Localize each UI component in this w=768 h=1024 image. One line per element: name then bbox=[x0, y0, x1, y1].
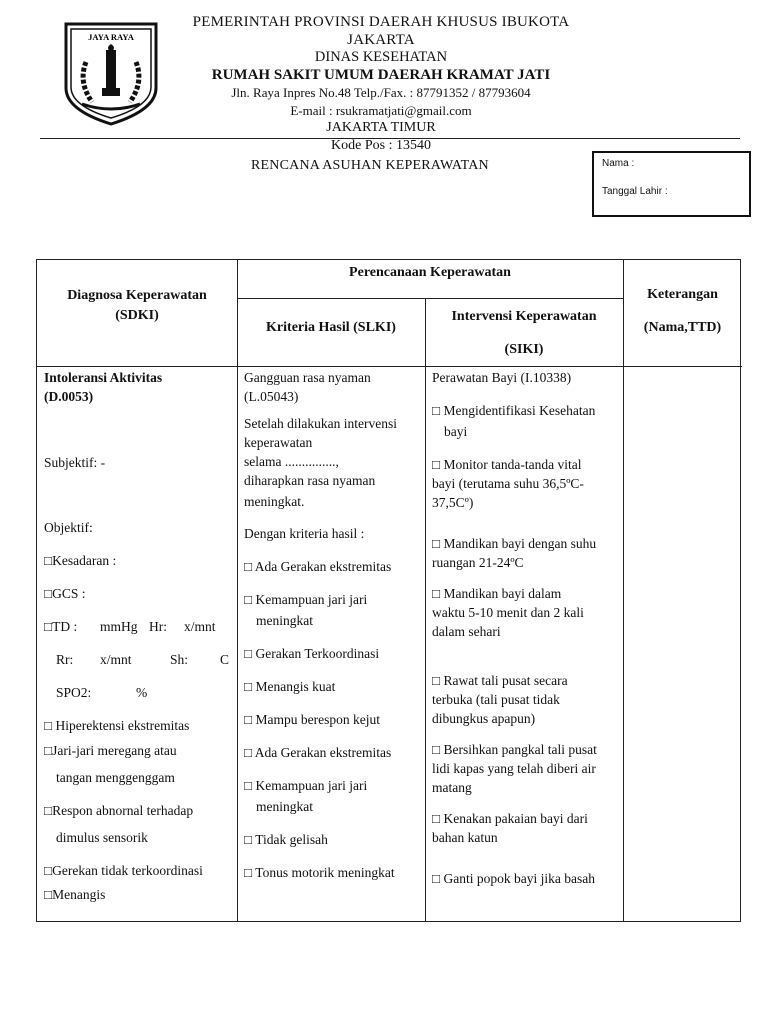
header-keterangan-sub: (Nama,TTD) bbox=[643, 320, 722, 335]
intervensi-column bbox=[432, 368, 622, 888]
kriteria-item: □ Ada Gerakan ekstremitas bbox=[244, 745, 392, 760]
kriteria-intro: Setelah dilakukan intervensi bbox=[244, 416, 397, 431]
intervensi-item: matang bbox=[432, 780, 472, 795]
subjektif-label: Subjektif: - bbox=[44, 455, 106, 470]
intervensi-item: bahan katun bbox=[432, 830, 498, 845]
table-divider bbox=[425, 298, 426, 921]
td-field: □TD : bbox=[44, 619, 78, 634]
kriteria-intro: meningkat. bbox=[244, 494, 305, 509]
kriteria-item: □ Menangis kuat bbox=[244, 679, 336, 694]
letterhead bbox=[160, 14, 602, 154]
kriteria-item: □ Kemampuan jari jari bbox=[244, 778, 368, 793]
intervensi-item: dalam sehari bbox=[432, 624, 501, 639]
header-keterangan-label: Keterangan bbox=[647, 287, 718, 302]
hr-field: Hr: bbox=[149, 619, 167, 634]
intervensi-item: bayi (terutama suhu 36,5ºC- bbox=[432, 476, 584, 491]
document-title: RENCANA ASUHAN KEPERAWATAN bbox=[251, 158, 489, 173]
intervensi-item: □ Ganti popok bayi jika basah bbox=[432, 871, 595, 886]
sh-field: Sh: bbox=[170, 652, 189, 667]
kesadaran-field: □Kesadaran : bbox=[44, 553, 117, 568]
intervensi-item: □ Kenakan pakaian bayi dari bbox=[432, 811, 588, 826]
intervensi-item: □ Mengidentifikasi Kesehatan bbox=[432, 403, 596, 418]
intervensi-item: bayi bbox=[444, 424, 468, 439]
kriteria-intro: keperawatan bbox=[244, 435, 313, 450]
table-divider bbox=[623, 260, 624, 921]
header-diagnosa-sub: (SDKI) bbox=[115, 308, 159, 323]
header-intervensi-sub: (SIKI) bbox=[504, 342, 544, 357]
table-divider bbox=[237, 298, 623, 299]
diagnosa-item: tangan menggenggam bbox=[56, 770, 175, 785]
kriteria-column bbox=[244, 368, 424, 882]
intervensi-item: □ Mandikan bayi dalam bbox=[432, 586, 562, 601]
diagnosa-column bbox=[44, 368, 234, 904]
kriteria-intro: selama ..............., bbox=[244, 454, 339, 469]
kriteria-goal-code: (L.05043) bbox=[244, 389, 299, 404]
intervensi-item: terbuka (tali pusat tidak bbox=[432, 692, 560, 707]
intervensi-item: dibungkus apapun) bbox=[432, 711, 536, 726]
header-kriteria: Kriteria Hasil (SLKI) bbox=[266, 320, 396, 335]
kriteria-intro: Dengan kriteria hasil : bbox=[244, 526, 365, 541]
intervensi-item: 37,5Cº) bbox=[432, 495, 474, 510]
letterhead-postcode: Kode Pos : 13540 bbox=[331, 137, 431, 153]
intervensi-item: □ Mandikan bayi dengan suhu bbox=[432, 536, 597, 551]
emblem-text: JAYA RAYA bbox=[88, 32, 134, 42]
header-diagnosa-label: Diagnosa Keperawatan bbox=[67, 288, 207, 303]
header-perencanaan: Perencanaan Keperawatan bbox=[349, 265, 511, 280]
kriteria-item: □ Gerakan Terkoordinasi bbox=[244, 646, 380, 661]
spo2-field: SPO2: bbox=[56, 685, 92, 700]
gcs-field: □GCS : bbox=[44, 586, 86, 601]
header-keterangan bbox=[623, 278, 742, 344]
table-header-bottom bbox=[37, 366, 742, 367]
rr-row bbox=[44, 650, 234, 669]
intervensi-item: □ Monitor tanda-tanda vital bbox=[432, 457, 582, 472]
letterhead-city: JAKARTA TIMUR bbox=[326, 120, 436, 135]
intervensi-item: ruangan 21-24ºC bbox=[432, 555, 524, 570]
letterhead-divider bbox=[40, 138, 740, 139]
diagnosa-item: □Jari-jari meregang atau bbox=[44, 743, 177, 758]
diagnosa-item: □Gerekan tidak terkoordinasi bbox=[44, 863, 203, 878]
letterhead-email: E-mail : rsukramatjati@gmail.com bbox=[290, 102, 472, 118]
jaya-raya-emblem bbox=[62, 22, 160, 126]
kriteria-item: meningkat bbox=[256, 799, 313, 814]
patient-dob-label: Tanggal Lahir : bbox=[602, 186, 668, 197]
kriteria-item: □ Tidak gelisah bbox=[244, 832, 328, 847]
spo2-row bbox=[44, 683, 234, 702]
kriteria-goal: Gangguan rasa nyaman bbox=[244, 370, 371, 385]
kriteria-item: □ Kemampuan jari jari bbox=[244, 592, 368, 607]
diagnosa-code: (D.0053) bbox=[44, 389, 94, 404]
kriteria-intro: diharapkan rasa nyaman bbox=[244, 473, 376, 488]
header-intervensi bbox=[425, 300, 623, 366]
kriteria-item: □ Tonus motorik meningkat bbox=[244, 865, 395, 880]
diagnosa-item: □ Hiperektensi ekstremitas bbox=[44, 718, 190, 733]
rr-field: Rr: bbox=[56, 652, 74, 667]
diagnosa-item: □Respon abnornal terhadap bbox=[44, 803, 194, 818]
diagnosa-title: Intoleransi Aktivitas bbox=[44, 370, 163, 385]
kriteria-item: □ Ada Gerakan ekstremitas bbox=[244, 559, 392, 574]
sh-unit: C bbox=[220, 652, 230, 667]
letterhead-department: DINAS KESEHATAN bbox=[314, 49, 448, 65]
intervensi-title: Perawatan Bayi (I.10338) bbox=[432, 370, 572, 385]
letterhead-address: Jln. Raya Inpres No.48 Telp./Fax. : 87791352 / 87793604 bbox=[231, 85, 531, 100]
rr-unit: x/mnt bbox=[100, 652, 132, 667]
intervensi-item: waktu 5-10 menit dan 2 kali bbox=[432, 605, 584, 620]
kriteria-item: □ Mampu berespon kejut bbox=[244, 712, 381, 727]
intervensi-item: lidi kapas yang telah diberi air bbox=[432, 761, 596, 776]
intervensi-item: □ Bersihkan pangkal tali pusat bbox=[432, 742, 597, 757]
patient-name-label: Nama : bbox=[602, 158, 635, 169]
diagnosa-item: □Menangis bbox=[44, 887, 106, 902]
header-diagnosa bbox=[37, 286, 237, 326]
intervensi-item: □ Rawat tali pusat secara bbox=[432, 673, 568, 688]
diagnosa-item: dimulus sensorik bbox=[56, 830, 148, 845]
objektif-label: Objektif: bbox=[44, 520, 93, 535]
care-plan-table bbox=[36, 259, 741, 922]
table-divider bbox=[237, 260, 238, 921]
td-row bbox=[44, 617, 234, 636]
letterhead-province: PEMERINTAH PROVINSI DAERAH KHUSUS IBUKOTA JAKARTA bbox=[192, 14, 570, 48]
td-unit: mmHg bbox=[100, 619, 138, 634]
patient-id-box bbox=[592, 151, 751, 217]
letterhead-hospital: RUMAH SAKIT UMUM DAERAH KRAMAT JATI bbox=[211, 66, 551, 83]
hr-unit: x/mnt bbox=[184, 619, 216, 634]
spo2-unit: % bbox=[136, 685, 148, 700]
header-intervensi-label: Intervensi Keperawatan bbox=[451, 309, 597, 324]
kriteria-item: meningkat bbox=[256, 613, 313, 628]
